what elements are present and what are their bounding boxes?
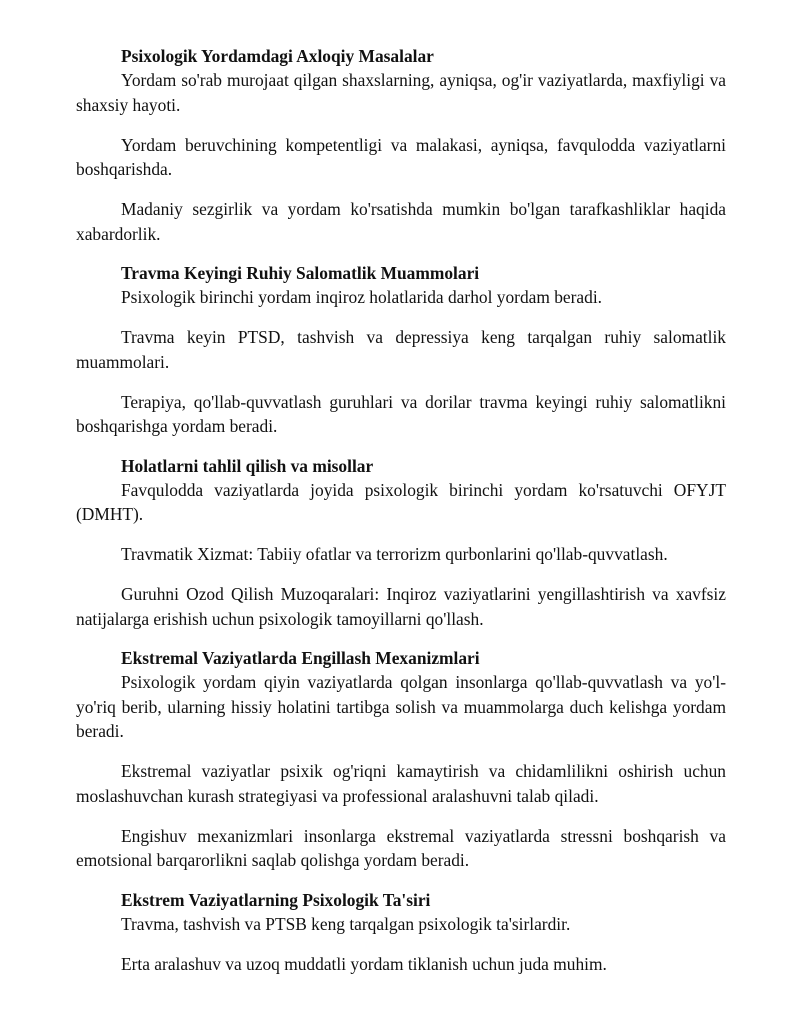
paragraph: Psixologik yordam qiyin vaziyatlarda qolgan insonlarga qo'llab-quvvatlash va yo'l-yo'riq berib, ularning hissiy holatini tartibga solish va muammolarga duch kelishga yordam beradi. (76, 672, 726, 741)
paragraph: Travma keyin PTSD, tashvish va depressiya keng tarqalgan ruhiy salomatlik muammolari. (76, 327, 726, 372)
section-heading: Travma Keyingi Ruhiy Salomatlik Muammolari (121, 263, 480, 283)
paragraph: Yordam beruvchining kompetentligi va malakasi, ayniqsa, favqulodda vaziyatlarni boshqarishda. (76, 134, 726, 179)
section-psychological-impact (76, 888, 726, 977)
paragraph: Erta aralashuv va uzoq muddatli yordam tiklanish uchun juda muhim. (121, 953, 607, 974)
paragraph: Engishuv mexanizmlari insonlarga ekstremal vaziyatlarda stressni boshqarish va emotsional barqarorlikni saqlab qolishga yordam beradi. (76, 825, 726, 870)
paragraph: Travmatik Xizmat: Tabiiy ofatlar va terrorizm qurbonlarini qo'llab-quvvatlash. (121, 544, 668, 564)
paragraph: Travma, tashvish va PTSB keng tarqalgan psixologik ta'sirlardir. (121, 913, 571, 934)
section-heading: Holatlarni tahlil qilish va misollar (121, 455, 374, 476)
paragraph: Terapiya, qo'llab-quvvatlash guruhlari va dorilar travma keyingi ruhiy salomatlikni boshqarishga yordam beradi. (76, 391, 726, 436)
section-heading: Ekstrem Vaziyatlarning Psixologik Ta'siri (121, 889, 431, 910)
paragraph: Madaniy sezgirlik va yordam ko'rsatishda mumkin bo'lgan tarafkashliklar haqida xabardorlik. (76, 199, 726, 244)
section-case-analysis (76, 454, 726, 632)
section-heading: Ekstremal Vaziyatlarda Engillash Mexanizmlari (121, 648, 480, 668)
paragraph: Yordam so'rab murojaat qilgan shaxslarning, ayniqsa, og'ir vaziyatlarda, maxfiyligi va shaxsiy hayoti. (76, 70, 726, 115)
section-heading: Psixologik Yordamdagi Axloqiy Masalalar (121, 46, 434, 66)
paragraph: Ekstremal vaziyatlar psixik og'riqni kamaytirish va chidamlilikni oshirish uchun moslashuvchan kurash strategiyasi va professional aralashuvni talab qiladi. (76, 761, 726, 806)
section-coping-mechanisms (76, 646, 726, 873)
paragraph: Favqulodda vaziyatlarda joyida psixologik birinchi yordam ko'rsatuvchi OFYJT (DMHT). (76, 479, 726, 524)
paragraph: Guruhni Ozod Qilish Muzoqaralari: Inqiroz vaziyatlarini yengillashtirish va xavfsiz natijalarga erishish uchun psixologik tamoyillarni qo'llash. (76, 584, 726, 629)
section-post-trauma-mental-health (76, 261, 726, 439)
document-page (76, 44, 726, 991)
section-ethical-issues (76, 44, 726, 246)
paragraph: Psixologik birinchi yordam inqiroz holatlarida darhol yordam beradi. (121, 287, 603, 307)
